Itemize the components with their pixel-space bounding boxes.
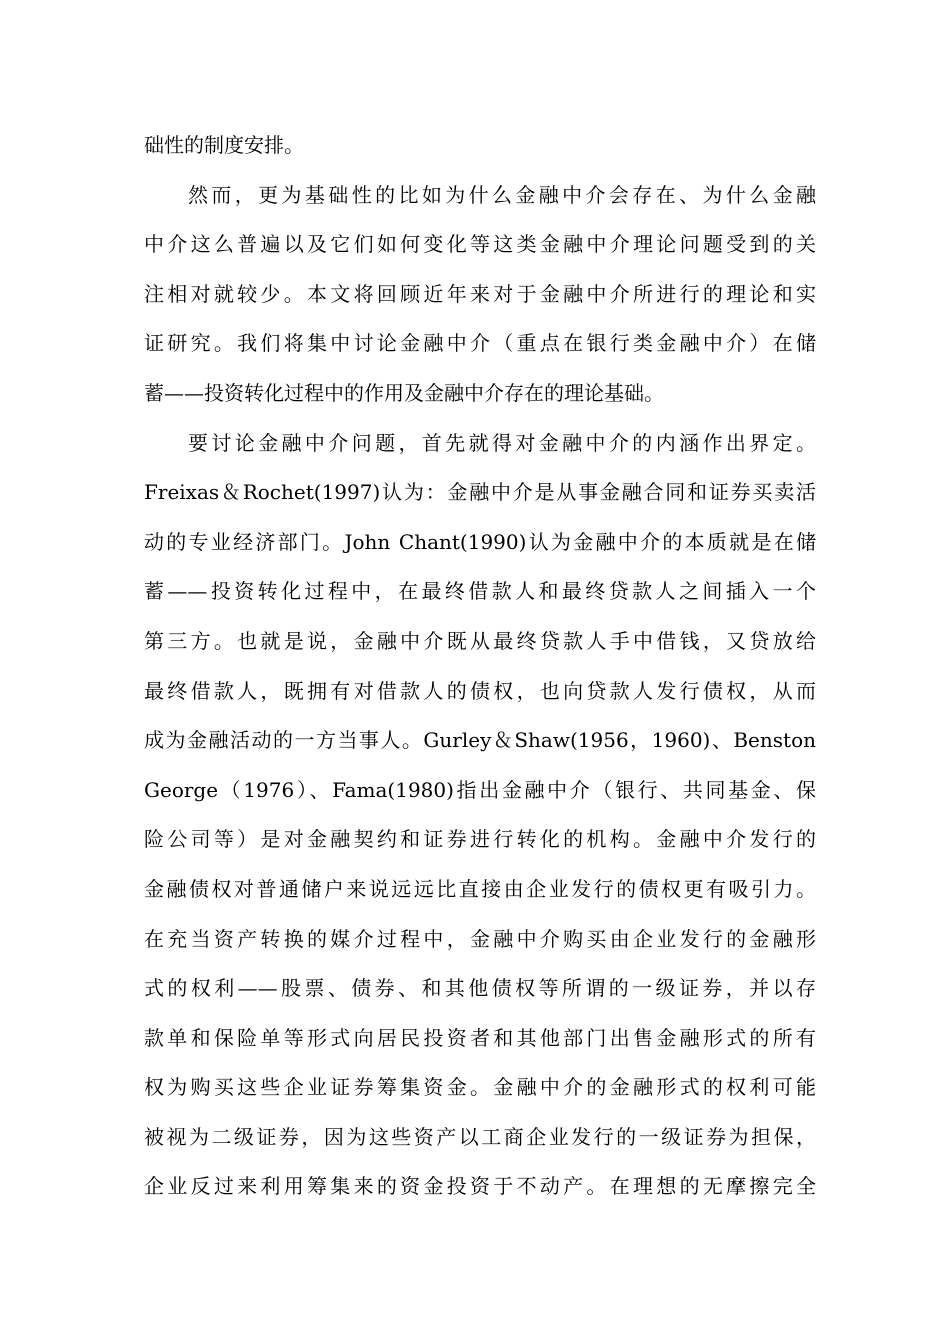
text-line: 企业反过来利用筹集来的资金投资于不动产。在理想的无摩擦完全: [144, 1174, 816, 1199]
body-text: [144, 121, 816, 1212]
text-line: 要讨论金融中介问题，首先就得对金融中介的内涵作出界定。: [188, 430, 816, 455]
text-line: 中介这么普遍以及它们如何变化等这类金融中介理论问题受到的关: [144, 232, 816, 257]
text-line: Freixas＆Rochet(1997)认为：金融中介是从事金融合同和证券买卖活: [144, 480, 816, 505]
text-line: 动的专业经济部门。John Chant(1990)认为金融中介的本质就是在储: [144, 529, 816, 554]
text-line: 险公司等）是对金融契约和证券进行转化的机构。金融中介发行的: [144, 827, 816, 852]
text-line: 第三方。也就是说，金融中介既从最终贷款人手中借钱，又贷放给: [144, 628, 816, 653]
text-line: 成为金融活动的一方当事人。Gurley＆Shaw(1956，1960)、Benston: [144, 728, 816, 753]
text-line: 权为购买这些企业证券筹集资金。金融中介的金融形式的权利可能: [144, 1075, 816, 1100]
text-line: 注相对就较少。本文将回顾近年来对于金融中介所进行的理论和实: [144, 281, 816, 306]
text-line: 蓄——投资转化过程中的作用及金融中介存在的理论基础。: [144, 380, 664, 405]
text-line: 被视为二级证券，因为这些资产以工商企业发行的一级证券为担保，: [144, 1124, 816, 1149]
text-line: 然而，更为基础性的比如为什么金融中介会存在、为什么金融: [188, 182, 816, 207]
text-line: 础性的制度安排。: [144, 133, 304, 157]
text-line: 最终借款人，既拥有对借款人的债权，也向贷款人发行债权，从而: [144, 678, 816, 703]
text-line: 款单和保险单等形式向居民投资者和其他部门出售金融形式的所有: [144, 1025, 816, 1050]
text-line: 蓄——投资转化过程中，在最终借款人和最终贷款人之间插入一个: [144, 579, 816, 604]
text-line: 证研究。我们将集中讨论金融中介（重点在银行类金融中介）在储: [144, 331, 816, 356]
text-line: 式的权利——股票、债券、和其他债权等所谓的一级证券，并以存: [144, 976, 816, 1001]
text-line: 金融债权对普通储户来说远远比直接由企业发行的债权更有吸引力。: [144, 876, 816, 901]
text-line: George（1976）、Fama(1980)指出金融中介（银行、共同基金、保: [144, 777, 816, 802]
text-line: 在充当资产转换的媒介过程中，金融中介购买由企业发行的金融形: [144, 926, 816, 951]
